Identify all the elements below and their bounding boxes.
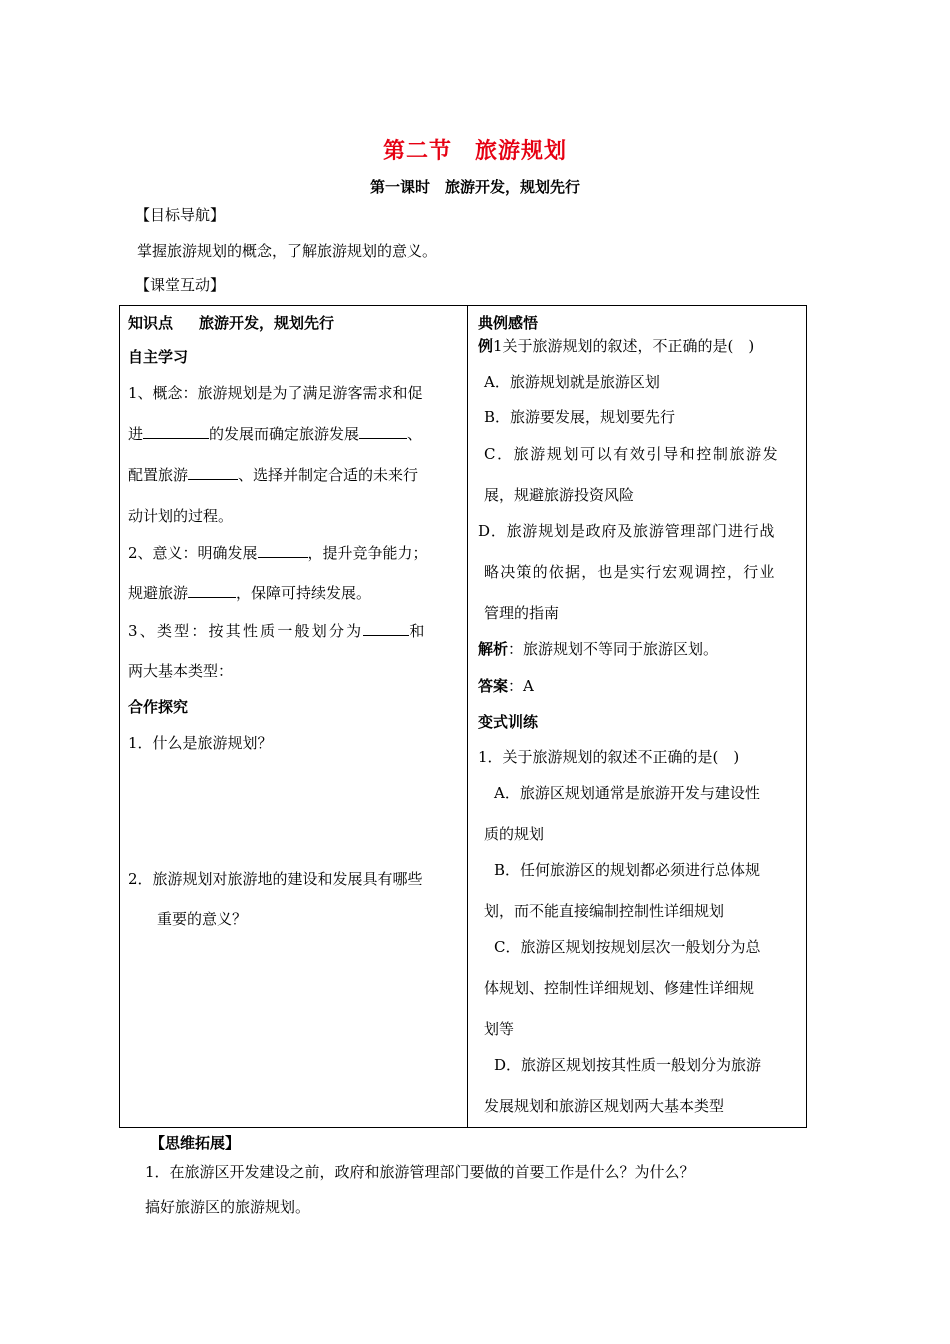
extension-answer: 搞好旅游区的旅游规划。 — [145, 1198, 311, 1216]
variant-option-a-2: 质的规划 — [484, 825, 545, 843]
blank[interactable] — [363, 621, 409, 636]
knowledge-title: 旅游开发，规划先行 — [199, 314, 335, 332]
analysis: 解析：旅游规划不等同于旅游区划。 — [478, 640, 719, 658]
example-option-a: A．旅游规划就是旅游区划 — [484, 373, 660, 391]
knowledge-label: 知识点 — [128, 314, 174, 332]
goal-heading: 【目标导航】 — [135, 206, 226, 224]
variant-option-b-2: 划，而不能直接编制控制性详细规划 — [484, 902, 725, 920]
question-2-line-1: 2．旅游规划对旅游地的建设和发展具有哪些 — [128, 870, 423, 888]
variant-option-c-3: 划等 — [484, 1020, 515, 1038]
example-heading: 典例感悟 — [478, 314, 539, 332]
variant-option-b-1: B．任何旅游区的规划都必须进行总体规 — [494, 861, 761, 879]
blank[interactable] — [143, 424, 209, 439]
blank[interactable] — [258, 543, 308, 558]
example-label: 例 — [478, 337, 494, 355]
table-divider — [467, 305, 468, 1128]
example-option-d-2: 略决策的依据，也是实行宏观调控，行业 — [484, 563, 776, 581]
classroom-heading: 【课堂互动】 — [135, 276, 226, 294]
page-subtitle: 第一课时 旅游开发，规划先行 — [369, 178, 580, 196]
page-title: 第二节 旅游规划 — [382, 139, 567, 164]
analysis-label: 解析 — [478, 640, 509, 658]
example-option-d-1: D．旅游规划是政府及旅游管理部门进行战 — [478, 522, 776, 540]
example-option-d-3: 管理的指南 — [484, 604, 560, 622]
meaning-line-2: 规避旅游 ，保障可持续发展。 — [128, 584, 372, 602]
example-option-b: B．旅游要发展，规划要先行 — [484, 408, 676, 426]
question-2-line-2: 重要的意义？ — [157, 910, 248, 928]
variant-option-a-1: A．旅游区规划通常是旅游开发与建设性 — [494, 784, 760, 802]
question-1: 1．什么是旅游规划？ — [128, 734, 273, 752]
variant-heading: 变式训练 — [478, 713, 539, 731]
concept-line-3: 配置旅游 、选择并制定合适的未来行 — [128, 466, 419, 484]
concept-line-4: 动计划的过程。 — [128, 507, 234, 525]
meaning-line-1: 2、意义：明确发展 ，提升竞争能力； — [128, 544, 428, 562]
concept-line-2: 进 的发展而确定旅游发展 、 — [128, 425, 423, 443]
self-study-heading: 自主学习 — [128, 348, 189, 366]
answer: 答案：A — [478, 677, 534, 695]
coop-heading: 合作探究 — [128, 698, 189, 716]
extension-heading: 【思维拓展】 — [150, 1134, 241, 1152]
knowledge-point — [128, 312, 334, 333]
blank[interactable] — [359, 424, 407, 439]
example-question: 例1关于旅游规划的叙述，不正确的是( ) — [478, 337, 755, 355]
extension-question: 1．在旅游区开发建设之前，政府和旅游管理部门要做的首要工作是什么？为什么？ — [145, 1163, 695, 1181]
variant-question: 1．关于旅游规划的叙述不正确的是( ) — [478, 748, 740, 766]
variant-option-c-1: C．旅游区规划按规划层次一般划分为总 — [494, 938, 761, 956]
type-line-2: 两大基本类型： — [128, 662, 234, 680]
blank[interactable] — [188, 583, 236, 598]
answer-label: 答案 — [478, 677, 509, 695]
example-option-c-2: 展，规避旅游投资风险 — [484, 486, 635, 504]
example-option-c-1: C．旅游规划可以有效引导和控制旅游发 — [484, 445, 780, 463]
variant-option-d-2: 发展规划和旅游区规划两大基本类型 — [484, 1097, 725, 1115]
goal-text: 掌握旅游规划的概念，了解旅游规划的意义。 — [137, 242, 438, 260]
blank[interactable] — [188, 465, 238, 480]
variant-option-c-2: 体规划、控制性详细规划、修建性详细规 — [484, 979, 755, 997]
variant-option-d-1: D．旅游区规划按其性质一般划分为旅游 — [494, 1056, 762, 1074]
concept-line-1: 1、概念：旅游规划是为了满足游客需求和促 — [128, 384, 423, 402]
type-line-1: 3、类型：按其性质一般划分为 和 — [128, 622, 427, 640]
